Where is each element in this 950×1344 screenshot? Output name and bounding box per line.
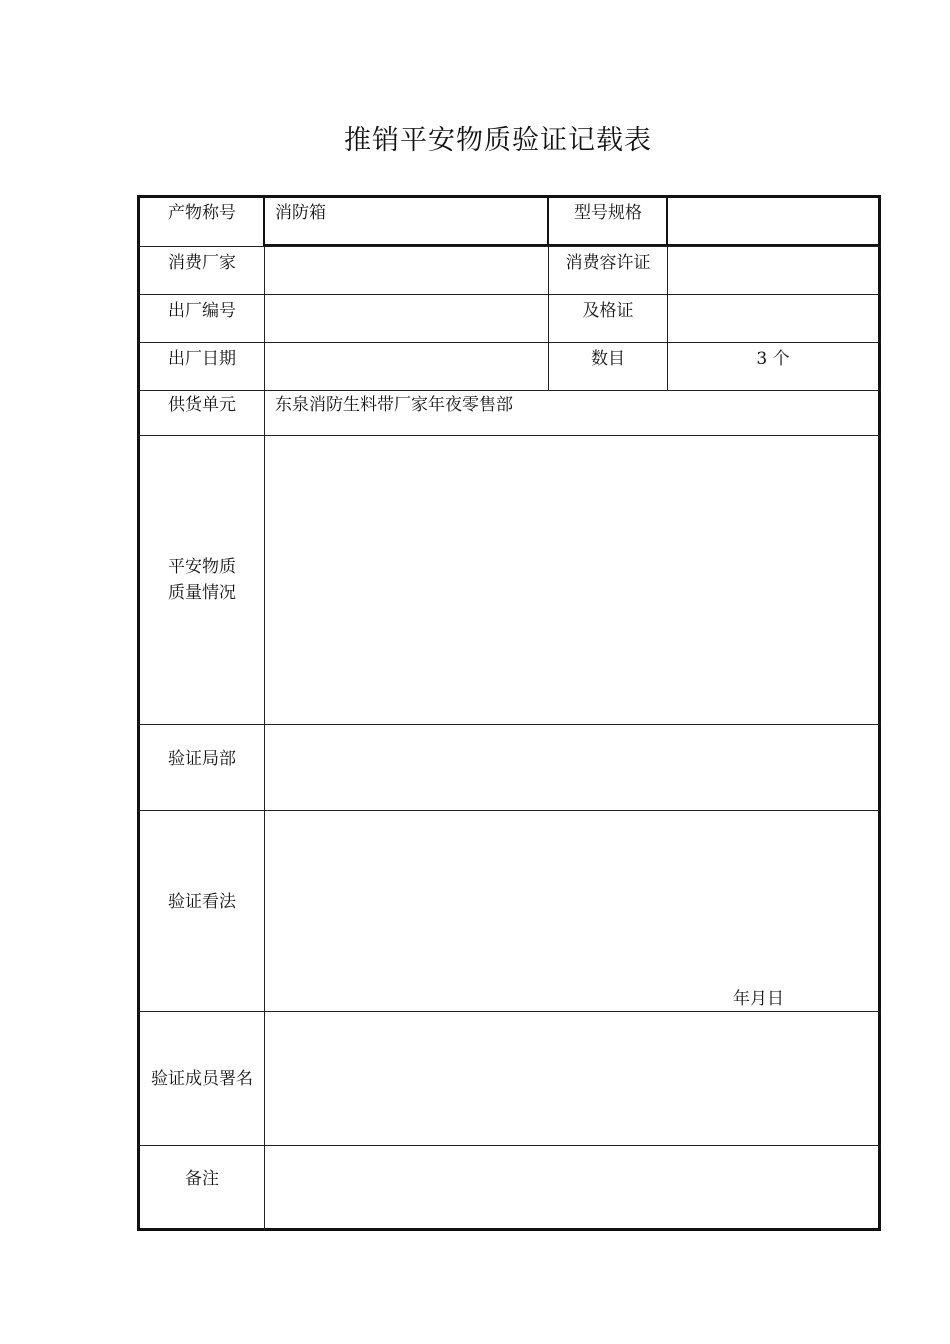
row-divider [137, 342, 881, 343]
label-model-spec: 型号规格 [574, 203, 642, 223]
row-divider [137, 724, 881, 725]
label-supplier: 供货单元 [168, 395, 236, 415]
opinion-date: 年月日 [733, 989, 784, 1009]
col-divider [264, 246, 265, 1231]
label-quantity: 数目 [591, 349, 625, 369]
row-divider [137, 246, 881, 247]
row-divider [137, 1145, 881, 1146]
label-remarks: 备注 [185, 1169, 219, 1189]
label-production-license: 消费容许证 [565, 253, 651, 273]
label-serial-no: 出厂编号 [168, 301, 236, 321]
label-quality-line2: 质量情况 [168, 583, 236, 603]
row-divider [137, 294, 881, 295]
row-divider [137, 390, 881, 391]
row-divider [137, 810, 881, 811]
label-product-name: 产物称号 [168, 203, 236, 223]
label-production-date: 出厂日期 [168, 349, 236, 369]
row-divider [137, 435, 881, 436]
label-department: 验证局部 [168, 749, 236, 769]
label-signature: 验证成员署名 [151, 1069, 253, 1089]
value-supplier[interactable]: 东泉消防生料带厂家年夜零售部 [275, 395, 513, 415]
value-quantity[interactable]: 3 个 [756, 349, 790, 369]
page-title: 推销平安物质验证记载表 [344, 125, 652, 156]
label-certificate: 及格证 [582, 301, 634, 321]
label-manufacturer: 消费厂家 [168, 253, 236, 273]
label-quality-line1: 平安物质 [168, 557, 236, 577]
value-product-name[interactable]: 消防箱 [275, 203, 326, 223]
label-opinion: 验证看法 [168, 892, 236, 912]
